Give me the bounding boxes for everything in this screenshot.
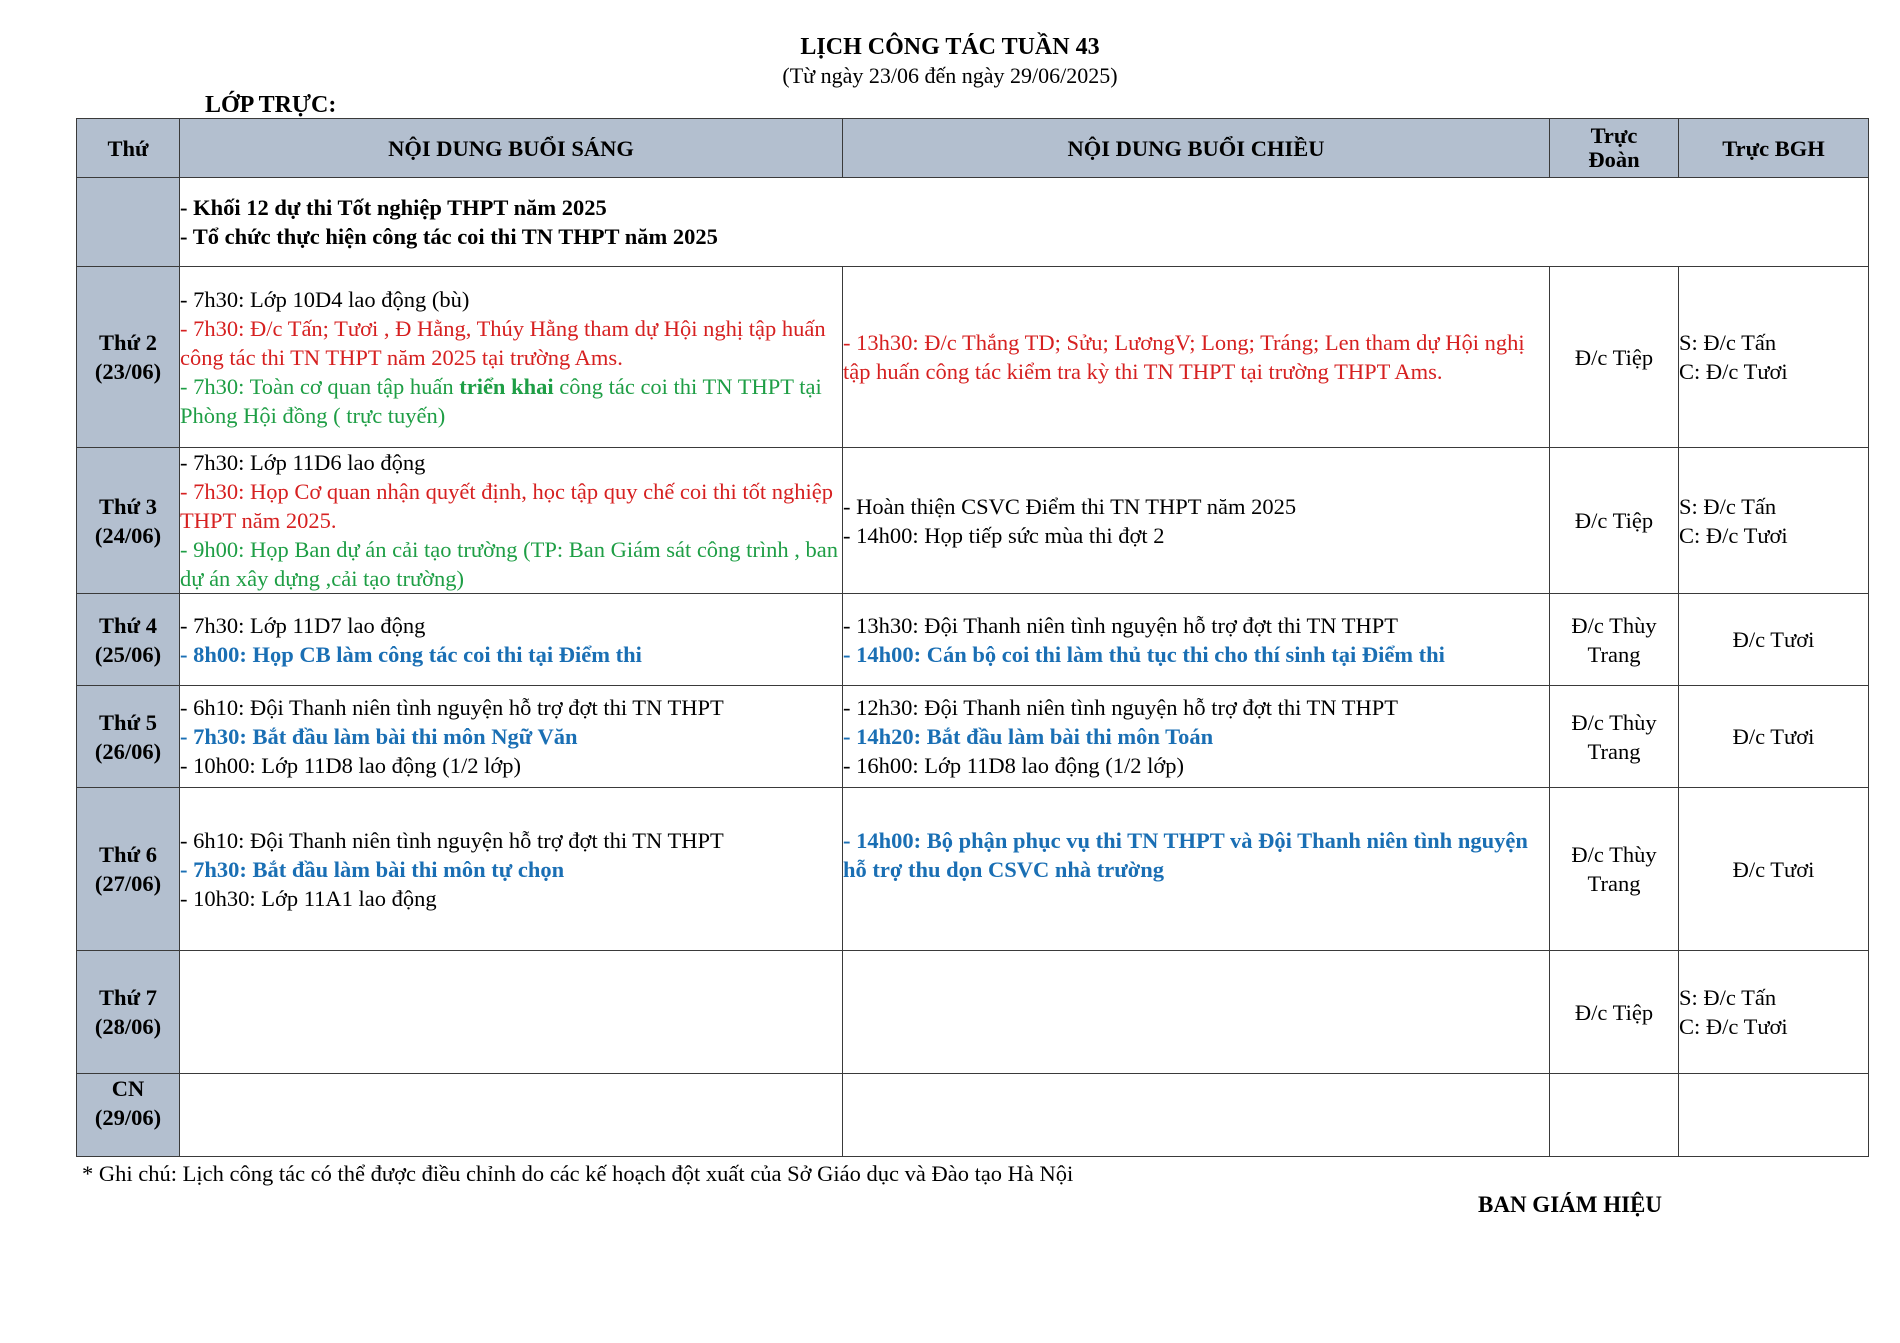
header-day: Thứ [77, 119, 180, 178]
general-line-1: - Khối 12 dự thi Tốt nghiệp THPT năm 2025 [180, 195, 607, 220]
table-row [77, 594, 1869, 686]
day-date: (28/06) [94, 1014, 162, 1039]
truc-bgh-name: Đ/c Tươi [1732, 856, 1815, 882]
truc-doan-name: Đ/c Thùy [1571, 842, 1657, 867]
truc-doan-cell [1550, 951, 1679, 1074]
afternoon-cell [843, 788, 1550, 951]
morning-item: - 7h30: Lớp 10D4 lao động (bù) [180, 286, 470, 312]
header-truc-doan-line1: Trực [1590, 123, 1638, 148]
truc-doan-name: Trang [1587, 641, 1641, 667]
signature: BAN GIÁM HIỆU [1478, 1192, 1663, 1217]
truc-bgh-cell [1679, 594, 1869, 686]
header-afternoon: NỘI DUNG BUỔI CHIỀU [843, 119, 1550, 178]
day-date: (23/06) [94, 359, 162, 384]
date-range: (Từ ngày 23/06 đến ngày 29/06/2025) [782, 63, 1118, 88]
truc-bgh-name: S: Đ/c Tấn [1679, 330, 1777, 355]
morning-item: - 6h10: Đội Thanh niên tình nguyện hỗ trợ đợt thi TN THPT [180, 827, 724, 853]
truc-bgh-name: Đ/c Tươi [1732, 627, 1815, 652]
general-row [77, 178, 1869, 267]
day-date: (26/06) [94, 738, 162, 764]
morning-cell [180, 267, 843, 448]
truc-bgh-name: Đ/c Tươi [1732, 724, 1815, 749]
truc-bgh-name: S: Đ/c Tấn [1679, 985, 1777, 1010]
day-cell [77, 951, 180, 1074]
truc-bgh-name: S: Đ/c Tấn [1679, 493, 1777, 519]
table-row [77, 448, 1869, 594]
day-cell [77, 594, 180, 686]
afternoon-item: - Hoàn thiện CSVC Điểm thi TN THPT năm 2025 [843, 493, 1297, 519]
header-morning: NỘI DUNG BUỔI SÁNG [180, 119, 843, 178]
table-header-row [77, 119, 1869, 178]
day-label: Thứ 7 [99, 985, 157, 1010]
morning-cell [180, 951, 843, 1074]
afternoon-cell [843, 951, 1550, 1074]
truc-doan-cell [1550, 448, 1679, 594]
truc-doan-cell [1550, 594, 1679, 686]
afternoon-item: - 14h20: Bắt đầu làm bài thi môn Toán [843, 724, 1214, 749]
day-cell [77, 1074, 180, 1157]
truc-doan-name: Đ/c Thùy [1571, 709, 1657, 735]
general-day-cell [77, 178, 180, 267]
day-cell [77, 788, 180, 951]
morning-item: - 9h00: Họp Ban dự án cải tạo trường (TP: Ban Giám sát công trình , ban dự án xây dựng ,cải tạo trường) [180, 537, 839, 591]
afternoon-item: - 16h00: Lớp 11D8 lao động (1/2 lớp) [843, 753, 1185, 778]
day-label: CN [111, 1076, 145, 1101]
morning-item: - 7h30: Bắt đầu làm bài thi môn Ngữ Văn [180, 724, 578, 749]
day-date: (25/06) [94, 641, 162, 667]
truc-bgh-cell [1679, 788, 1869, 951]
afternoon-item: - 14h00: Cán bộ coi thi làm thủ tục thi cho thí sinh tại Điểm thi [843, 641, 1445, 667]
truc-doan-name: Đ/c Thùy [1571, 612, 1657, 638]
general-content [180, 178, 1869, 267]
truc-doan-name: Đ/c Tiệp [1574, 999, 1654, 1025]
truc-doan-name: Trang [1587, 738, 1641, 764]
general-line-2: - Tổ chức thực hiện công tác coi thi TN THPT năm 2025 [180, 224, 718, 249]
morning-cell [180, 594, 843, 686]
morning-cell [180, 686, 843, 788]
morning-item: - 10h30: Lớp 11A1 lao động [180, 885, 437, 911]
morning-item: - 7h30: Bắt đầu làm bài thi môn tự chọn [180, 856, 565, 882]
afternoon-item: - 12h30: Đội Thanh niên tình nguyện hỗ trợ đợt thi TN THPT [843, 695, 1399, 720]
truc-doan-cell [1550, 1074, 1679, 1157]
table-row [77, 1074, 1869, 1157]
morning-item: - 6h10: Đội Thanh niên tình nguyện hỗ trợ đợt thi TN THPT [180, 695, 724, 720]
truc-doan-cell [1550, 267, 1679, 448]
day-label: Thứ 6 [99, 842, 157, 867]
table-row [77, 788, 1869, 951]
morning-cell [180, 788, 843, 951]
morning-item: - 7h30: Họp Cơ quan nhận quyết định, học tập quy chế coi thi tốt nghiệp THPT năm 2025. [180, 479, 834, 533]
table-row [77, 267, 1869, 448]
truc-bgh-name: C: Đ/c Tươi [1679, 1014, 1788, 1039]
truc-doan-cell [1550, 788, 1679, 951]
day-label: Thứ 2 [99, 330, 157, 355]
morning-item: - 10h00: Lớp 11D8 lao động (1/2 lớp) [180, 753, 522, 778]
table-row [77, 686, 1869, 788]
header-truc-bgh: Trực BGH [1679, 119, 1869, 178]
day-date: (29/06) [94, 1105, 162, 1130]
morning-item-emphasis: triển khai [459, 373, 554, 399]
afternoon-cell [843, 686, 1550, 788]
truc-bgh-name: C: Đ/c Tươi [1679, 359, 1788, 384]
header-truc-doan [1550, 119, 1679, 178]
day-date: (27/06) [94, 871, 162, 896]
morning-item: - 7h30: Đ/c Tấn; Tươi , Đ Hằng, Thúy Hằng tham dự Hội nghị tập huấn công tác thi TN THPT năm 2025 tại trường Ams. [180, 315, 826, 370]
day-label: Thứ 3 [99, 493, 157, 519]
header-truc-doan-line2: Đoàn [1588, 147, 1640, 172]
morning-cell [180, 1074, 843, 1157]
day-cell [77, 448, 180, 594]
morning-item-part: - 7h30: Toàn cơ quan tập huấn [180, 373, 454, 399]
truc-bgh-cell [1679, 686, 1869, 788]
day-cell [77, 686, 180, 788]
afternoon-item: - 13h30: Đ/c Thắng TD; Sửu; LươngV; Long; Tráng; Len tham dự Hội nghị tập huấn công tác kiểm tra kỳ thi TN THPT tại trường THPT Ams. [843, 330, 1525, 384]
afternoon-cell [843, 448, 1550, 594]
morning-item: - 7h30: Lớp 11D6 lao động [180, 450, 426, 475]
truc-doan-name: Trang [1587, 871, 1641, 896]
morning-item-part: công tác coi thi TN THPT tại Phòng Hội đồng ( trực tuyến) [180, 373, 822, 428]
morning-item [180, 372, 842, 430]
truc-doan-name: Đ/c Tiệp [1574, 344, 1654, 370]
truc-doan-name: Đ/c Tiệp [1574, 508, 1654, 533]
footnote: * Ghi chú: Lịch công tác có thể được điều chỉnh do các kế hoạch đột xuất của Sở Giáo dục và Đào tạo Hà Nội [82, 1161, 1074, 1186]
page-title: LỊCH CÔNG TÁC TUẦN 43 [800, 34, 1100, 60]
afternoon-item: - 14h00: Bộ phận phục vụ thi TN THPT và Đội Thanh niên tình nguyện hỗ trợ thu dọn CSVC nhà trường [843, 828, 1528, 882]
afternoon-cell [843, 1074, 1550, 1157]
table-row [77, 951, 1869, 1074]
truc-doan-cell [1550, 686, 1679, 788]
morning-cell [180, 448, 843, 594]
truc-bgh-cell [1679, 1074, 1869, 1157]
day-date: (24/06) [94, 522, 162, 548]
truc-bgh-cell [1679, 267, 1869, 448]
lop-truc-label: LỚP TRỰC: [205, 92, 337, 118]
truc-bgh-name: C: Đ/c Tươi [1679, 522, 1788, 548]
afternoon-cell [843, 594, 1550, 686]
day-label: Thứ 4 [99, 612, 157, 638]
afternoon-item: - 14h00: Họp tiếp sức mùa thi đợt 2 [843, 522, 1165, 548]
morning-item: - 7h30: Lớp 11D7 lao động [180, 612, 426, 638]
truc-bgh-cell [1679, 951, 1869, 1074]
morning-item: - 8h00: Họp CB làm công tác coi thi tại Điểm thi [180, 641, 642, 667]
afternoon-item: - 13h30: Đội Thanh niên tình nguyện hỗ trợ đợt thi TN THPT [843, 612, 1399, 638]
day-label: Thứ 5 [99, 709, 157, 735]
day-cell [77, 267, 180, 448]
schedule-table [76, 118, 1869, 1157]
truc-bgh-cell [1679, 448, 1869, 594]
afternoon-cell [843, 267, 1550, 448]
